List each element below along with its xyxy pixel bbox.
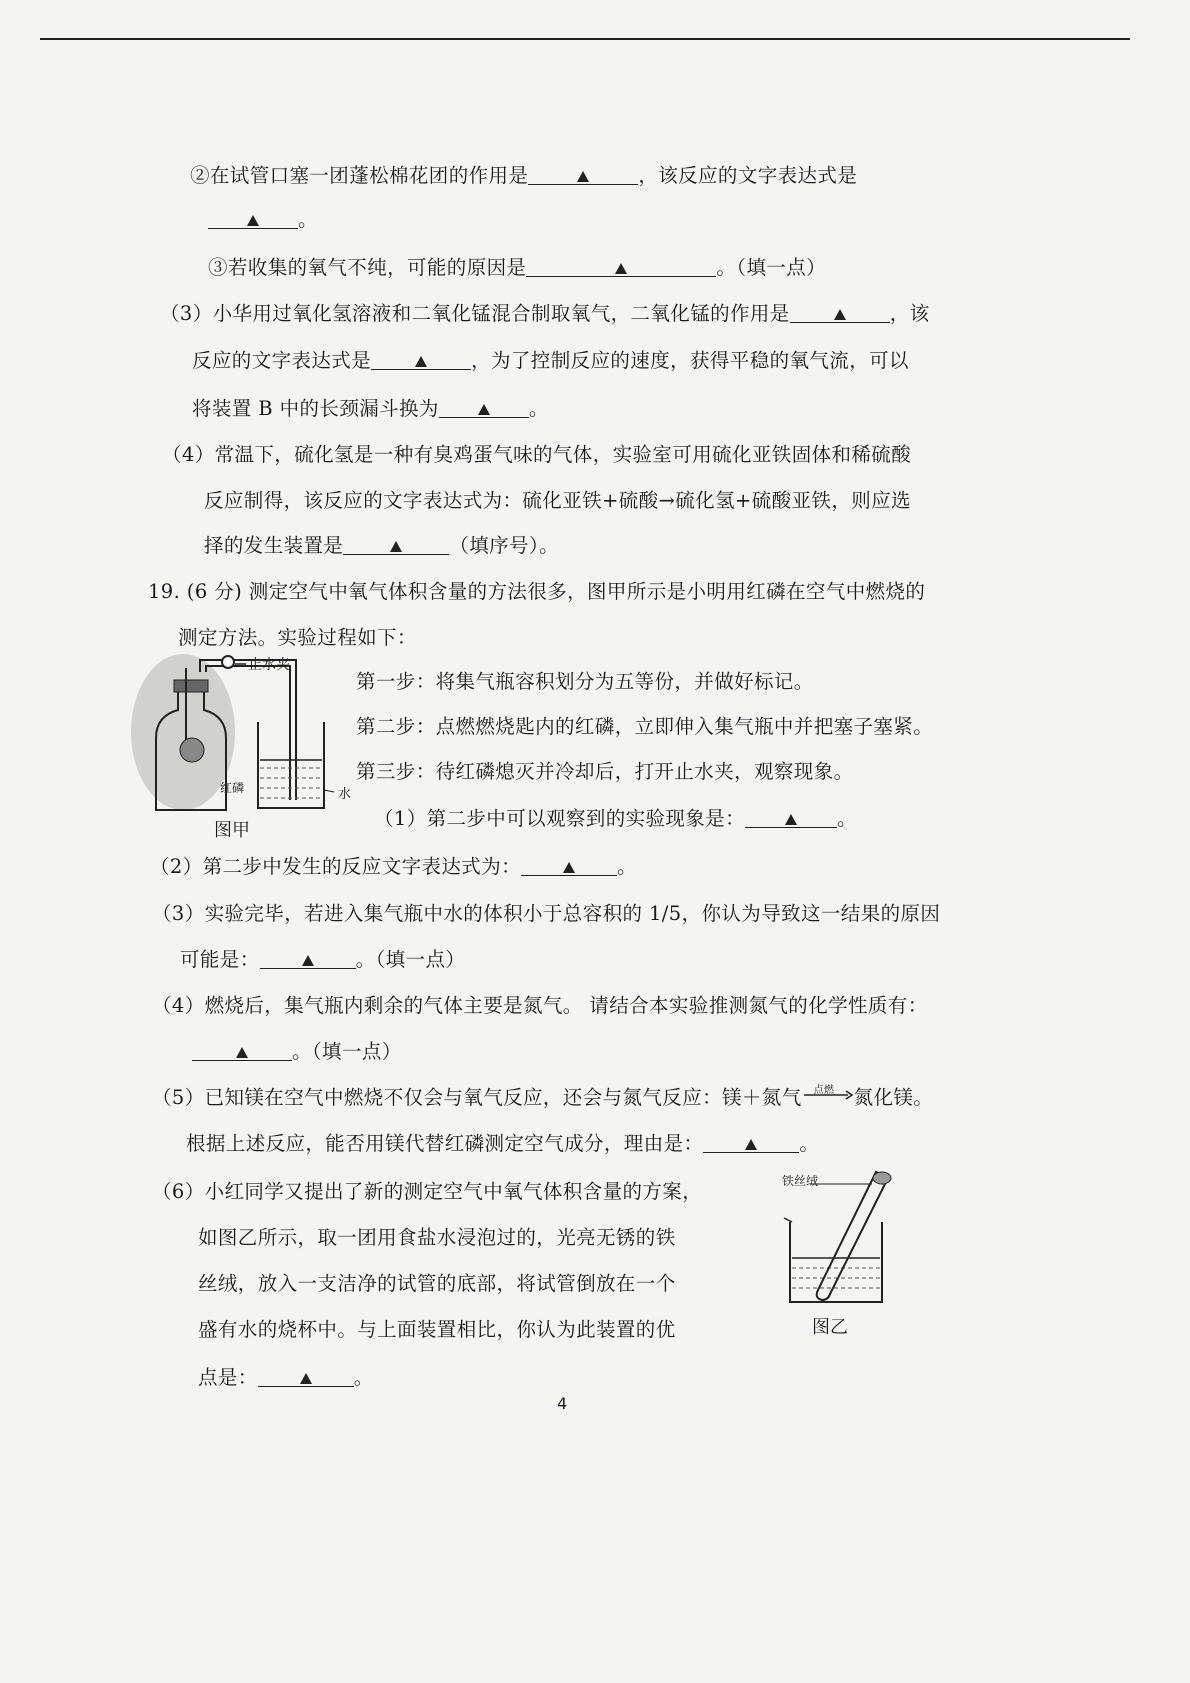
q19-sub6-line-e: 点是： 。 bbox=[198, 1366, 374, 1389]
answer-blank[interactable] bbox=[745, 805, 837, 828]
q19-sub2-line: （2）第二步中发生的反应文字表达式为： 。 bbox=[150, 855, 637, 878]
triangle-icon bbox=[745, 1139, 757, 1150]
q19-sub4-line-b: 。（填一点） bbox=[192, 1038, 402, 1066]
q18-part2-cont: 。 bbox=[208, 206, 318, 234]
q18-sub4-line-c: 择的发生装置是 （填序号）。 bbox=[204, 534, 559, 557]
figure-a-clamp-label: 止水夹 bbox=[248, 657, 290, 673]
triangle-icon bbox=[390, 541, 402, 552]
triangle-icon bbox=[577, 171, 589, 182]
q19-sub5-line-b: 根据上述反应，能否用镁代替红磷测定空气成分，理由是： 。 bbox=[186, 1132, 820, 1155]
triangle-icon bbox=[478, 404, 490, 415]
answer-blank[interactable] bbox=[208, 206, 298, 229]
figure-a-water-label: 水 bbox=[338, 787, 352, 802]
figure-a-caption: 图甲 bbox=[214, 820, 250, 841]
triangle-icon bbox=[236, 1047, 248, 1058]
answer-blank[interactable] bbox=[439, 395, 529, 418]
triangle-icon bbox=[300, 1373, 312, 1384]
q19-intro-a: 19. (6 分) 测定空气中氧气体积含量的方法很多，图甲所示是小明用红磷在空气中燃烧的 bbox=[148, 580, 926, 603]
q19-sub3-line-b: 可能是： 。（填一点） bbox=[180, 948, 466, 971]
figure-b-wool-label: 铁丝绒 bbox=[782, 1174, 819, 1188]
answer-blank[interactable] bbox=[371, 347, 471, 370]
q19-intro-b: 测定方法。实验过程如下： bbox=[178, 626, 417, 649]
q19-sub6-line-c: 丝绒，放入一支洁净的试管的底部，将试管倒放在一个 bbox=[198, 1272, 676, 1295]
q18-sub3-line-c: 将装置 B 中的长颈漏斗换为 。 bbox=[192, 397, 549, 420]
answer-blank[interactable] bbox=[260, 946, 356, 969]
q19-step2: 第二步：点燃燃烧匙内的红磷，立即伸入集气瓶中并把塞子塞紧。 bbox=[356, 715, 934, 738]
figure-b-caption: 图乙 bbox=[812, 1317, 848, 1338]
q18-part2-line: ②在试管口塞一团蓬松棉花团的作用是 ，该反应的文字表达式是 bbox=[190, 164, 858, 187]
answer-blank[interactable] bbox=[528, 162, 638, 185]
triangle-icon bbox=[615, 263, 627, 274]
answer-blank[interactable] bbox=[790, 300, 890, 323]
answer-blank[interactable] bbox=[192, 1038, 292, 1061]
q19-sub1-line: （1）第二步中可以观察到的实验现象是： 。 bbox=[374, 807, 857, 830]
answer-blank[interactable] bbox=[521, 853, 617, 876]
q19-sub3-line-a: （3）实验完毕，若进入集气瓶中水的体积小于总容积的 1/5，你认为导致这一结果的原因 bbox=[152, 902, 941, 925]
q18-sub3-line-a: （3）小华用过氧化氢溶液和二氧化锰混合制取氧气，二氧化锰的作用是 ，该 bbox=[160, 302, 930, 325]
figure-a-phosphorus-label: 红磷 bbox=[220, 781, 245, 795]
q19-step3: 第三步：待红磷熄灭并冷却后，打开止水夹，观察现象。 bbox=[356, 760, 854, 783]
q18-sub4-line-a: （4）常温下，硫化氢是一种有臭鸡蛋气味的气体，实验室可用硫化亚铁固体和稀硫酸 bbox=[162, 443, 912, 466]
reaction-arrow bbox=[802, 1084, 854, 1109]
answer-blank[interactable] bbox=[258, 1364, 354, 1387]
q18-sub4-line-b: 反应制得，该反应的文字表达式为：硫化亚铁+硫酸→硫化氢+硫酸亚铁，则应选 bbox=[204, 489, 911, 512]
answer-blank[interactable] bbox=[703, 1130, 799, 1153]
triangle-icon bbox=[415, 356, 427, 367]
triangle-icon bbox=[563, 862, 575, 873]
triangle-icon bbox=[302, 955, 314, 966]
reaction-condition: 点燃 bbox=[813, 1084, 835, 1096]
q18-sub3-line-b: 反应的文字表达式是 ，为了控制反应的速度，获得平稳的氧气流，可以 bbox=[192, 349, 909, 372]
header-rule bbox=[40, 38, 1130, 40]
q19-sub6-line-a: （6）小红同学又提出了新的测定空气中氧气体积含量的方案， bbox=[152, 1180, 703, 1203]
page-number: 4 bbox=[557, 1394, 568, 1413]
q19-sub6-line-d: 盛有水的烧杯中。与上面装置相比，你认为此装置的优 bbox=[198, 1318, 676, 1341]
q19-step1: 第一步：将集气瓶容积划分为五等份，并做好标记。 bbox=[356, 670, 814, 693]
q19-sub5-line-a: （5）已知镁在空气中燃烧不仅会与氧气反应，还会与氮气反应：镁＋氮气 点燃 氮化镁。 bbox=[152, 1084, 933, 1112]
triangle-icon bbox=[785, 814, 797, 825]
q18-part3-line: ③若收集的氧气不纯，可能的原因是 。（填一点） bbox=[208, 256, 827, 279]
figure-a-apparatus bbox=[128, 650, 368, 825]
triangle-icon bbox=[247, 215, 259, 226]
triangle-icon bbox=[834, 309, 846, 320]
q19-sub6-line-b: 如图乙所示，取一团用食盐水浸泡过的，光亮无锈的铁 bbox=[198, 1226, 676, 1249]
answer-blank[interactable] bbox=[343, 532, 449, 555]
q19-sub4-line-a: （4）燃烧后，集气瓶内剩余的气体主要是氮气。 请结合本实验推测氮气的化学性质有： bbox=[152, 994, 928, 1017]
arrow-icon bbox=[802, 1081, 854, 1101]
answer-blank[interactable] bbox=[526, 254, 716, 277]
